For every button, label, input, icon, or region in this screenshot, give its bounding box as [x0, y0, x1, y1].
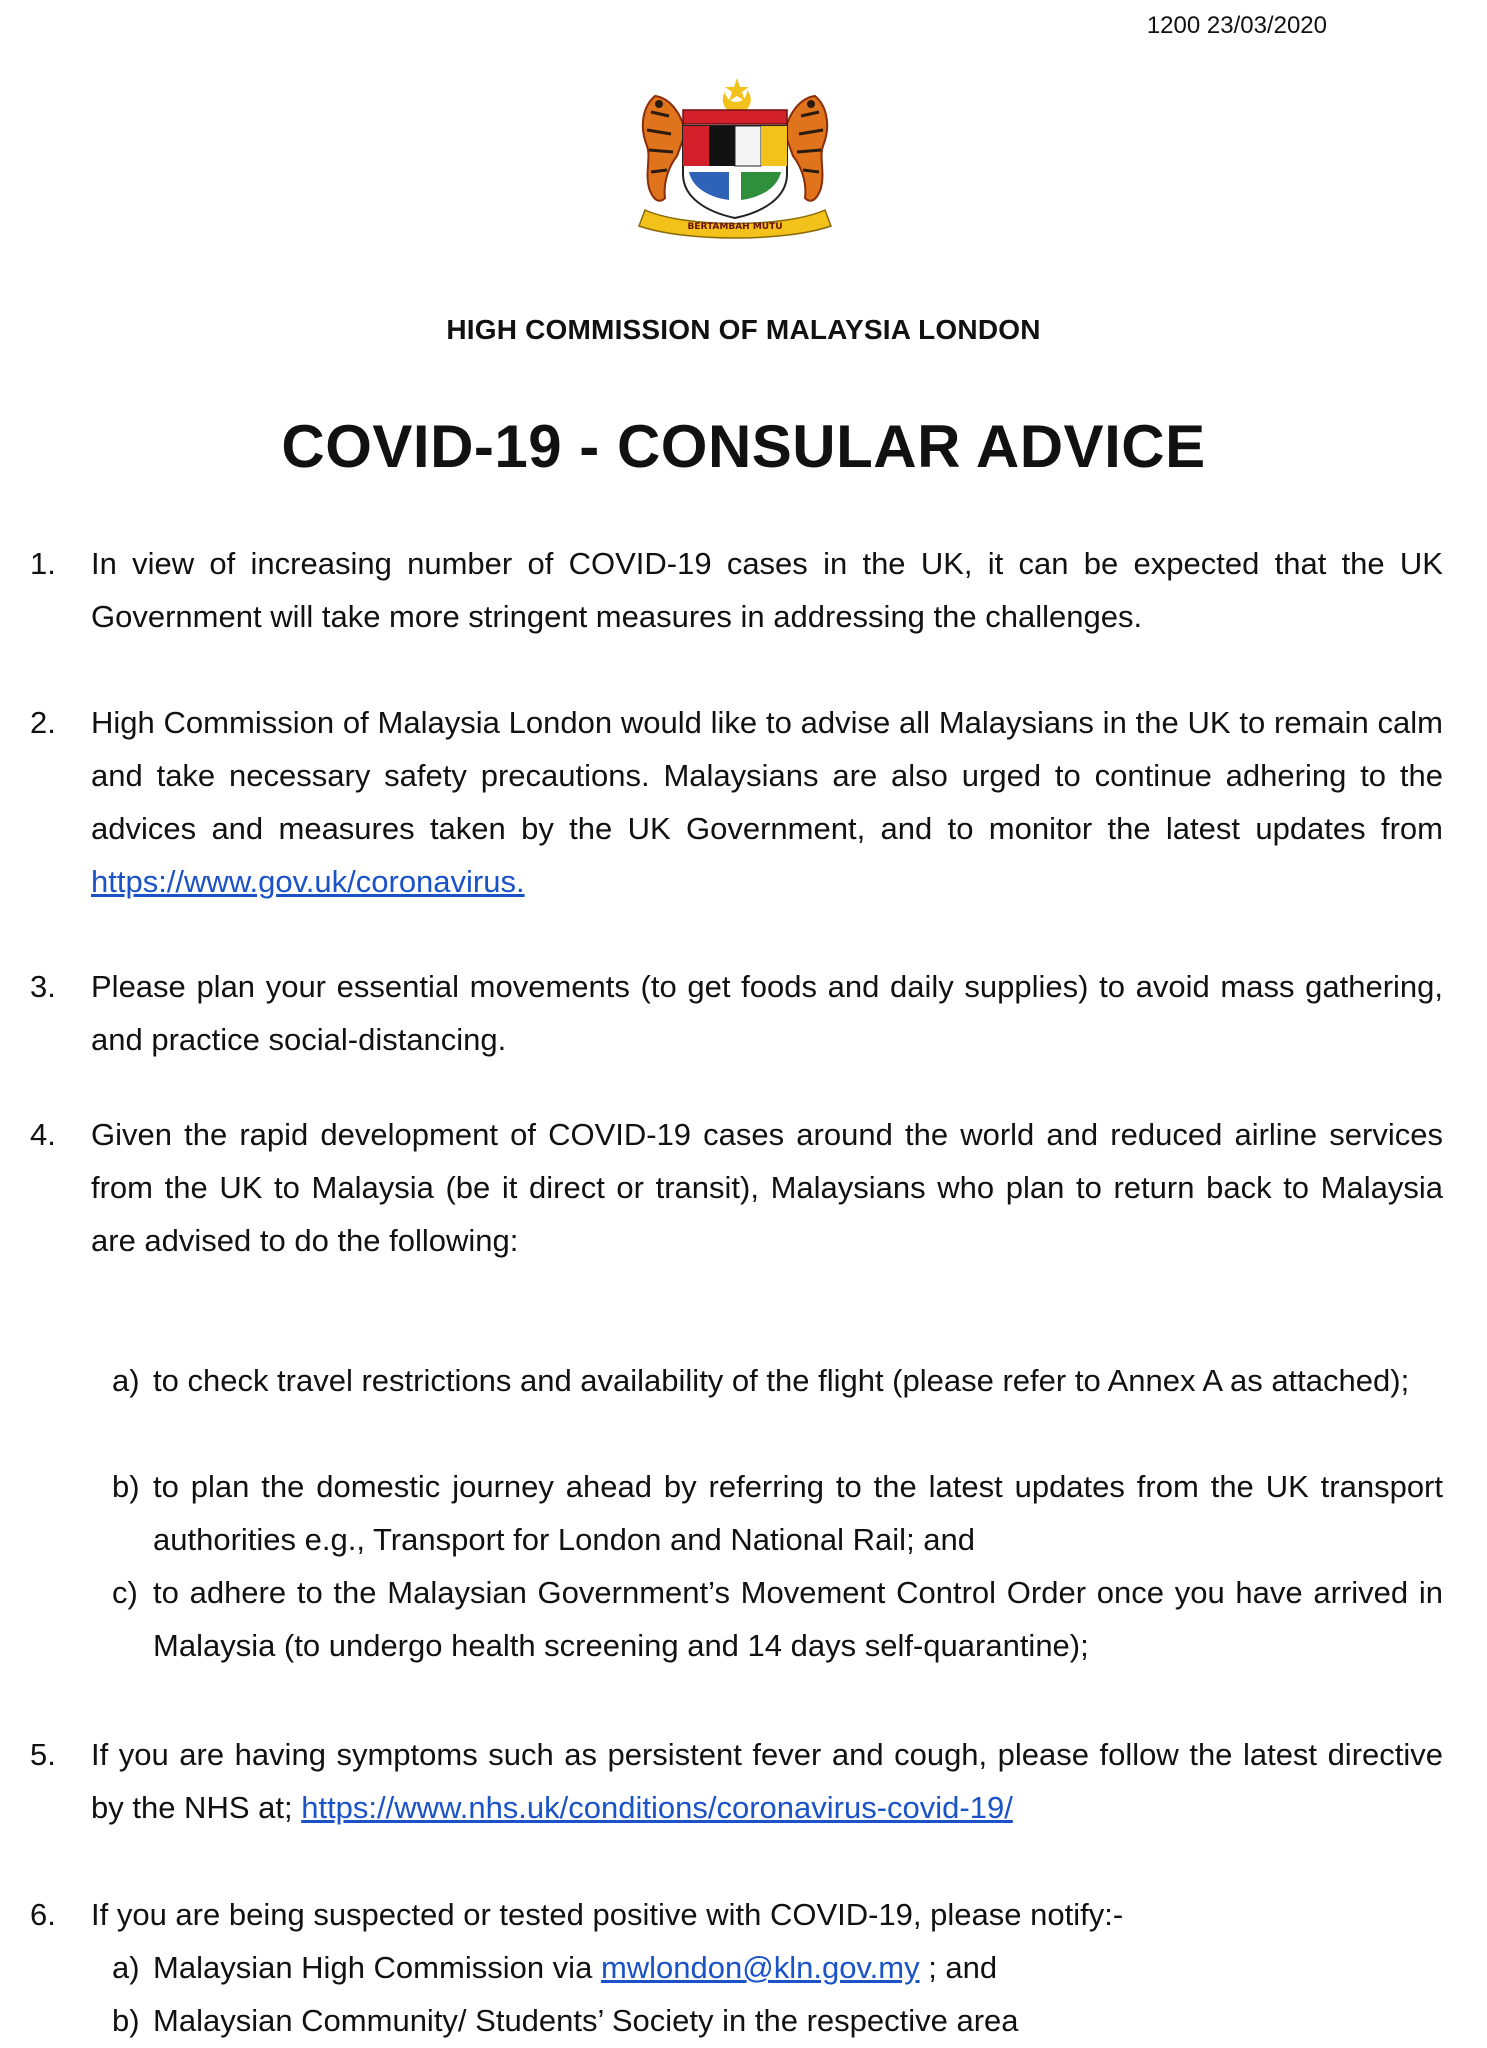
advice-paragraph-3	[30, 960, 1443, 1066]
paragraph-4-item-c	[112, 1566, 1443, 1672]
item-marker: b)	[112, 2003, 140, 2038]
paragraph-number: 5.	[30, 1737, 56, 1772]
paragraph-6-item-a	[112, 1941, 1443, 1994]
item-marker: a)	[112, 1950, 140, 1985]
page-title: COVID-19 - CONSULAR ADVICE	[281, 413, 1206, 480]
malaysia-coat-of-arms-icon	[625, 76, 845, 241]
organisation-heading: HIGH COMMISSION OF MALAYSIA LONDON	[446, 314, 1041, 345]
item-text: Malaysian Community/ Students’ Society in the respective area	[153, 2003, 1019, 2038]
paragraph-number: 1.	[30, 546, 56, 581]
paragraph-number: 4.	[30, 1117, 56, 1152]
paragraph-6-item-b	[112, 1994, 1443, 2047]
advice-paragraph-2	[30, 696, 1443, 908]
crest-motto: BERTAMBAH MUTU	[687, 222, 783, 232]
paragraph-4-item-a	[112, 1354, 1443, 1407]
paragraph-text: Please plan your essential movements (to get foods and daily supplies) to avoid mass gathering, and practice social-distancing.	[91, 969, 1443, 1057]
gov-uk-coronavirus-link[interactable]: https://www.gov.uk/coronavirus.	[91, 864, 525, 899]
item-text-suffix: ; and	[919, 1950, 998, 1985]
item-text: to plan the domestic journey ahead by referring to the latest updates from the UK transport authorities e.g., Transport for London and National Rail; and	[153, 1469, 1443, 1557]
item-marker: a)	[112, 1363, 140, 1398]
paragraph-4-item-b	[112, 1460, 1443, 1566]
paragraph-text: If you are having symptoms such as persistent fever and cough, please follow the latest directive by the NHS at;	[91, 1737, 1443, 1825]
item-marker: b)	[112, 1469, 140, 1504]
paragraph-number: 2.	[30, 705, 56, 740]
nhs-covid-link[interactable]: https://www.nhs.uk/conditions/coronavirus-covid-19/	[301, 1790, 1013, 1825]
paragraph-number: 3.	[30, 969, 56, 1004]
reference-number: 1200 23/03/2020	[1146, 12, 1327, 39]
paragraph-text: High Commission of Malaysia London would like to advise all Malaysians in the UK to remain calm and take necessary safety precautions. Malaysians are also urged to continue adhering to the advices and measures taken by the UK Government, and to monitor the latest updates from	[91, 705, 1443, 846]
paragraph-text: Given the rapid development of COVID-19 cases around the world and reduced airline services from the UK to Malaysia (be it direct or transit), Malaysians who plan to return back to Malaysia are advised to do the following:	[91, 1117, 1443, 1258]
advice-paragraph-4	[30, 1108, 1443, 1267]
item-text: to adhere to the Malaysian Government’s Movement Control Order once you have arrived in Malaysia (to undergo health screening and 14 days self-quarantine);	[153, 1575, 1443, 1663]
advice-paragraph-1	[30, 537, 1443, 643]
item-marker: c)	[112, 1575, 138, 1610]
high-commission-email-link[interactable]: mwlondon@kln.gov.my	[600, 1950, 920, 1985]
paragraph-number: 6.	[30, 1897, 56, 1932]
advice-paragraph-6	[30, 1888, 1443, 1941]
item-text: to check travel restrictions and availability of the flight (please refer to Annex A as attached);	[153, 1363, 1410, 1398]
paragraph-text: In view of increasing number of COVID-19 cases in the UK, it can be expected that the UK Government will take more stringent measures in addressing the challenges.	[91, 546, 1443, 634]
paragraph-text: If you are being suspected or tested positive with COVID-19, please notify:-	[91, 1897, 1124, 1932]
advice-paragraph-5	[30, 1728, 1443, 1834]
item-text: Malaysian High Commission via	[153, 1950, 601, 1985]
